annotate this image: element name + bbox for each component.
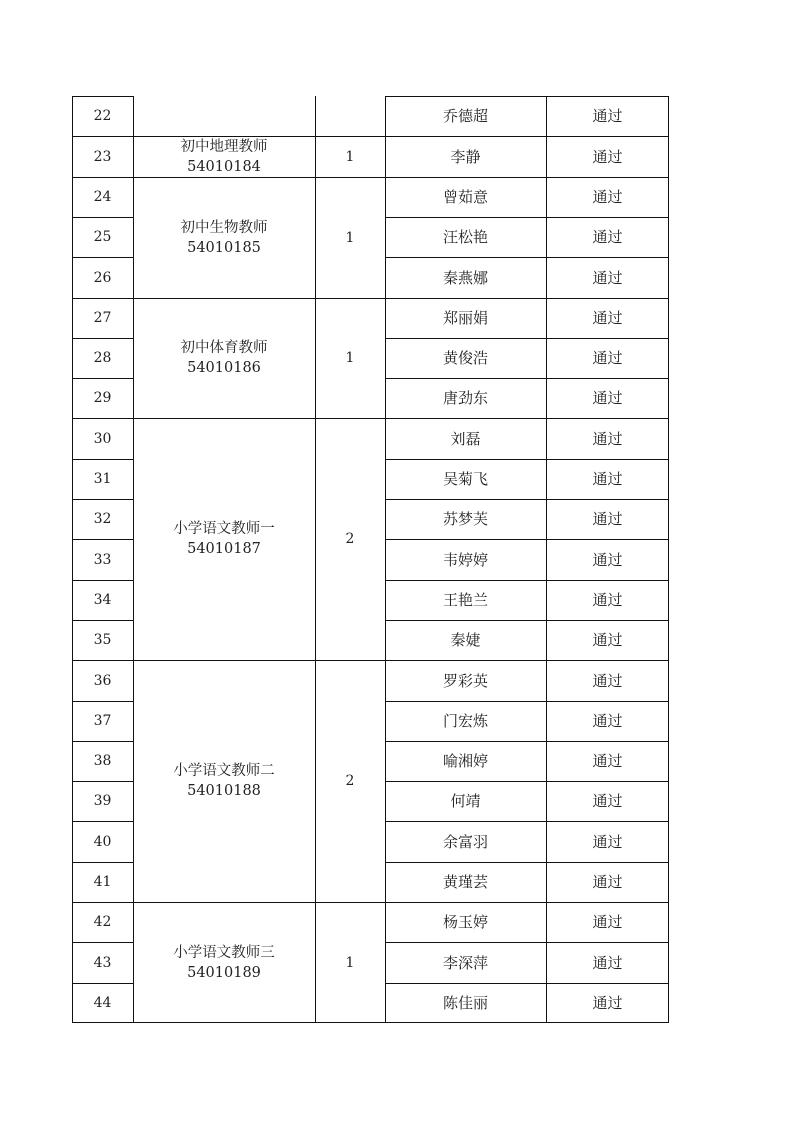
result-status: 通过 — [592, 349, 623, 367]
result-status: 通过 — [592, 107, 623, 125]
quota-cell: 2 — [345, 773, 355, 789]
candidate-name: 喻湘婷 — [442, 752, 488, 770]
candidate-name: 李深萍 — [442, 953, 488, 972]
row-number: 43 — [93, 954, 112, 971]
result-status: 通过 — [592, 147, 623, 166]
candidate-name: 曾茹意 — [442, 188, 488, 206]
row-number: 30 — [93, 430, 112, 447]
result-status: 通过 — [592, 712, 623, 730]
row-number: 31 — [93, 471, 112, 487]
candidate-name: 杨玉婷 — [442, 913, 488, 931]
result-status: 通过 — [592, 268, 623, 287]
table-bottom-border — [72, 1022, 669, 1023]
row-number: 38 — [93, 753, 112, 769]
position-code: 54010187 — [187, 541, 261, 557]
result-status: 通过 — [592, 631, 623, 649]
candidate-name: 乔德超 — [442, 107, 488, 125]
candidate-name: 唐劲东 — [442, 389, 488, 407]
position-cell — [133, 136, 315, 177]
result-status: 通过 — [592, 671, 623, 690]
row-number: 35 — [93, 632, 112, 648]
result-status: 通过 — [592, 309, 623, 327]
row-number: 27 — [93, 310, 112, 326]
quota-cell — [315, 96, 385, 136]
candidate-name: 刘磊 — [450, 429, 481, 448]
position-title: 初中体育教师 — [180, 340, 268, 356]
position-code: 54010185 — [187, 239, 261, 256]
position-title: 小学语文教师一 — [173, 521, 275, 537]
result-status: 通过 — [592, 792, 623, 810]
position-code: 54010184 — [187, 158, 261, 175]
candidate-name: 黄瑾芸 — [442, 873, 488, 891]
position-cell — [133, 660, 315, 902]
candidate-name: 陈佳丽 — [442, 994, 488, 1012]
result-status: 通过 — [592, 591, 623, 609]
candidate-name: 郑丽娟 — [442, 309, 488, 327]
candidate-name: 苏梦芙 — [442, 510, 488, 528]
result-status: 通过 — [592, 832, 623, 851]
candidate-name: 李静 — [450, 147, 481, 166]
row-number: 44 — [93, 995, 112, 1011]
result-status: 通过 — [592, 470, 623, 488]
result-status: 通过 — [592, 510, 623, 528]
result-status: 通过 — [592, 550, 623, 569]
row-number: 22 — [93, 108, 112, 124]
row-number: 33 — [93, 551, 112, 568]
row-number: 39 — [93, 793, 112, 809]
position-title: 初中地理教师 — [180, 138, 268, 155]
result-status: 通过 — [592, 953, 623, 972]
candidate-name: 秦燕娜 — [442, 268, 488, 287]
row-number: 23 — [93, 148, 112, 165]
position-code: 54010186 — [187, 360, 261, 376]
candidate-name: 韦婷婷 — [442, 550, 488, 569]
position-code: 54010188 — [187, 783, 261, 799]
result-status: 通过 — [592, 188, 623, 206]
candidate-name: 余富羽 — [442, 832, 488, 851]
result-status: 通过 — [592, 228, 623, 246]
row-number: 36 — [93, 672, 112, 689]
row-number: 24 — [93, 189, 112, 205]
result-status: 通过 — [592, 994, 623, 1012]
quota-cell: 1 — [345, 148, 355, 165]
row-number: 28 — [93, 350, 112, 366]
candidate-name: 黄俊浩 — [442, 349, 488, 367]
result-status: 通过 — [592, 429, 623, 448]
row-number: 34 — [93, 592, 112, 608]
candidate-name: 汪松艳 — [442, 228, 488, 246]
quota-cell: 1 — [345, 229, 355, 246]
candidate-name: 吴菊飞 — [442, 470, 488, 488]
row-number: 37 — [93, 713, 112, 729]
candidate-name: 何靖 — [450, 792, 481, 810]
quota-cell: 2 — [345, 531, 355, 547]
candidate-name: 门宏炼 — [442, 712, 488, 730]
candidate-name: 王艳兰 — [442, 591, 488, 609]
position-title: 小学语文教师三 — [173, 944, 275, 961]
row-number: 25 — [93, 229, 112, 245]
row-number: 40 — [93, 833, 112, 850]
position-cell — [133, 298, 315, 418]
result-status: 通过 — [592, 873, 623, 891]
quota-cell: 1 — [345, 954, 355, 971]
position-title: 小学语文教师二 — [173, 763, 275, 779]
row-number: 41 — [93, 874, 112, 890]
position-cell — [133, 177, 315, 298]
position-cell — [133, 902, 315, 1023]
row-number: 26 — [93, 269, 112, 286]
row-number: 29 — [93, 390, 112, 406]
result-status: 通过 — [592, 752, 623, 770]
position-code: 54010189 — [187, 964, 261, 981]
quota-cell: 1 — [345, 350, 355, 366]
position-cell — [133, 418, 315, 660]
results-table — [72, 96, 669, 1024]
result-status: 通过 — [592, 913, 623, 931]
row-number: 32 — [93, 511, 112, 527]
candidate-name: 秦婕 — [450, 631, 481, 649]
result-status: 通过 — [592, 389, 623, 407]
position-title: 初中生物教师 — [180, 219, 268, 236]
candidate-name: 罗彩英 — [442, 671, 488, 690]
row-number: 42 — [93, 914, 112, 930]
